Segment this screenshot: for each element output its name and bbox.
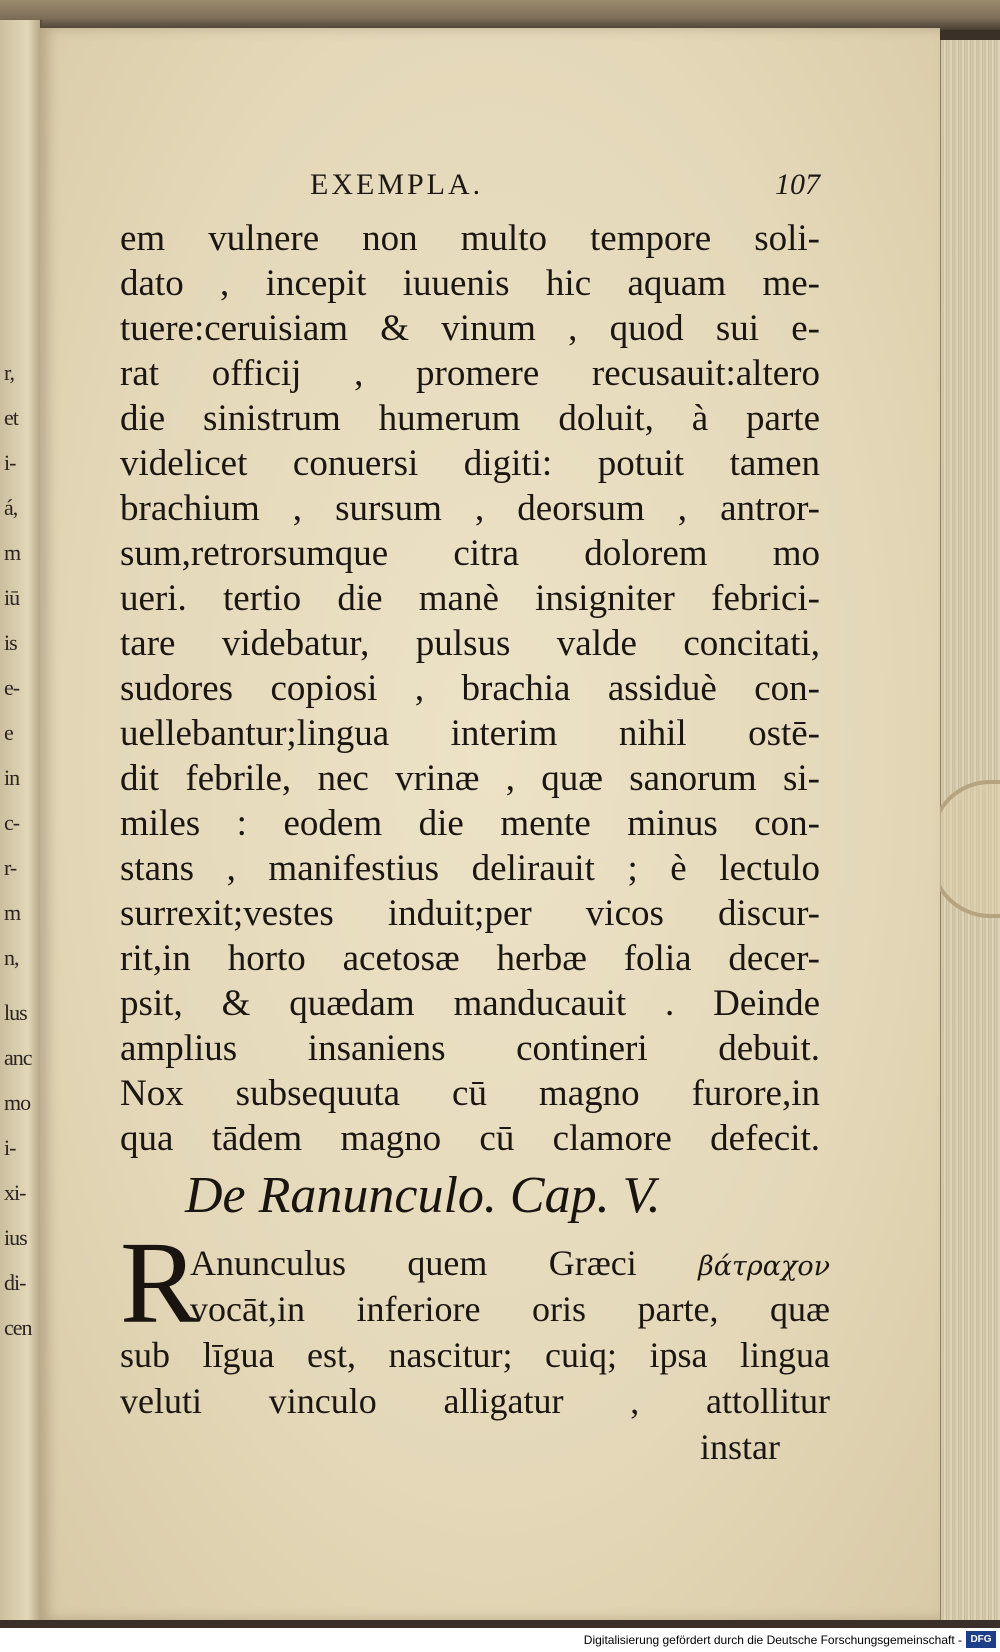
chapter-body-lines bbox=[120, 1332, 830, 1424]
text-line: dit febrile, nec vrinæ , quæ sanorum si- bbox=[120, 758, 820, 799]
text-line: amplius insaniens contineri debuit. bbox=[120, 1028, 820, 1069]
text-line: ueri. tertio die manè insigniter febrici- bbox=[120, 578, 820, 619]
running-head: EXEMPLA. bbox=[310, 168, 484, 201]
facing-page-fragment: á, bbox=[4, 495, 18, 520]
book-page bbox=[40, 28, 940, 1620]
page-number: 107 bbox=[775, 168, 820, 201]
text-line: psit, & quædam manducauit . Deinde bbox=[120, 983, 820, 1024]
facing-page-fragment: e- bbox=[4, 675, 20, 700]
facing-page-fragment: mo bbox=[4, 1090, 31, 1115]
dfg-logo: DFG bbox=[966, 1631, 996, 1648]
text-line: videlicet conuersi digiti: potuit tamen bbox=[120, 443, 820, 484]
text-line: rat officij , promere recusauit:altero bbox=[120, 353, 820, 394]
facing-page-fragment: n, bbox=[4, 945, 19, 970]
facing-page-fragment: anc bbox=[4, 1045, 32, 1070]
facing-page-fragment: lus bbox=[4, 1000, 27, 1025]
text-line: sum,retrorsumque citra dolorem mo bbox=[120, 533, 820, 574]
catchword: instar bbox=[700, 1427, 780, 1467]
text-line: dato , incepit iuuenis hic aquam me- bbox=[120, 263, 820, 304]
chapter-opening-lines bbox=[190, 1240, 830, 1332]
facing-page-fragment: in bbox=[4, 765, 20, 790]
facing-page-fragment: i- bbox=[4, 1135, 16, 1160]
facing-page-fragment: r- bbox=[4, 855, 17, 880]
facing-page-fragment: et bbox=[4, 405, 18, 430]
text-line bbox=[190, 1286, 830, 1332]
text-line: tuere:ceruisiam & vinum , quod sui e- bbox=[120, 308, 820, 349]
funding-credit: Digitalisierung gefördert durch die Deutsche Forschungsgemeinschaft - bbox=[583, 1633, 962, 1647]
text-line: stans , manifestius delirauit ; è lectulo bbox=[120, 848, 820, 889]
text-line: em vulnere non multo tempore soli- bbox=[120, 218, 820, 259]
facing-page-fragment: xi- bbox=[4, 1180, 26, 1205]
facing-page-fragment: ius bbox=[4, 1225, 27, 1250]
line-text: Anunculus quem Græci bbox=[190, 1243, 699, 1283]
text-line: surrexit;vestes induit;per vicos discur- bbox=[120, 893, 820, 934]
drop-capital: R bbox=[120, 1217, 199, 1348]
page-header bbox=[300, 168, 830, 208]
facing-page-fragment: cen bbox=[4, 1315, 32, 1340]
facing-page-fragment: r, bbox=[4, 360, 14, 385]
text-line: sub līgua est, nascitur; cuiq; ipsa lingua bbox=[120, 1335, 830, 1375]
text-line bbox=[190, 1240, 830, 1286]
text-line: brachium , sursum , deorsum , antror- bbox=[120, 488, 820, 529]
facing-page-edge bbox=[0, 20, 42, 1620]
body-text bbox=[120, 216, 820, 1161]
facing-page-fragment: i- bbox=[4, 450, 16, 475]
facing-page-fragment: is bbox=[4, 630, 17, 655]
facing-page-fragment: m bbox=[4, 900, 21, 925]
text-line: rit,in horto acetosæ herbæ folia decer- bbox=[120, 938, 820, 979]
facing-page-fragment: di- bbox=[4, 1270, 26, 1295]
text-line: veluti vinculo alligatur , attollitur bbox=[120, 1381, 830, 1421]
book-top-edge bbox=[0, 0, 1000, 30]
text-line: miles : eodem die mente minus con- bbox=[120, 803, 820, 844]
chapter-heading: De Ranunculo. Cap. V. bbox=[185, 1167, 661, 1224]
line-text: vocāt,in inferiore oris parte, quæ bbox=[190, 1289, 830, 1329]
text-line: Nox subsequuta cū magno furore,in bbox=[120, 1073, 820, 1114]
text-line: sudores copiosi , brachia assiduè con- bbox=[120, 668, 820, 709]
text-line: tare videbatur, pulsus valde concitati, bbox=[120, 623, 820, 664]
text-line: uellebantur;lingua interim nihil ostē- bbox=[120, 713, 820, 754]
facing-page-fragment: iū bbox=[4, 585, 20, 610]
facing-page-fragment: c- bbox=[4, 810, 20, 835]
text-line: die sinistrum humerum doluit, à parte bbox=[120, 398, 820, 439]
digitization-footer bbox=[0, 1628, 1000, 1652]
facing-page-fragment: m bbox=[4, 540, 21, 565]
facing-page-fragment: e bbox=[4, 720, 13, 745]
greek-word: βάτραχον bbox=[698, 1251, 830, 1282]
text-line: qua tādem magno cū clamore defecit. bbox=[120, 1118, 820, 1159]
